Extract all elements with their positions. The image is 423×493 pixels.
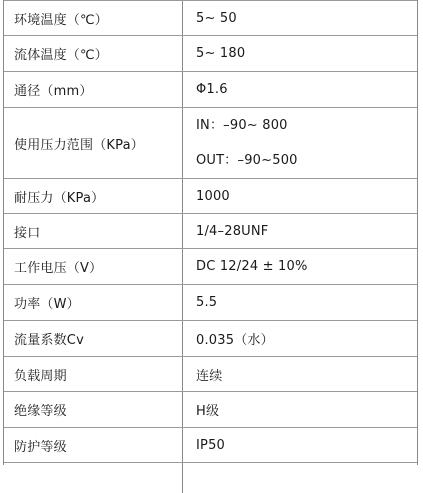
- table-row: [4, 108, 417, 179]
- row-label: 负载周期: [4, 357, 183, 391]
- table-row: [4, 72, 417, 108]
- row-value: 5~ 50: [196, 10, 237, 26]
- row-label: 环境温度（℃）: [4, 1, 183, 35]
- pressure-out-value: OUT：–90~500: [196, 153, 298, 168]
- table-row: [4, 249, 417, 285]
- table-row: [4, 0, 417, 36]
- table-row: [4, 179, 417, 214]
- row-value: [183, 463, 417, 493]
- row-value: 连续: [196, 368, 223, 384]
- table-row: [4, 357, 417, 392]
- table-row: [4, 214, 417, 249]
- row-value: 5~ 180: [196, 46, 246, 61]
- row-value: DC 12/24 ± 10%: [196, 259, 308, 274]
- table-row: [4, 321, 417, 357]
- row-value: 1000: [196, 188, 230, 204]
- row-value: 0.035（水）: [196, 333, 274, 348]
- row-value: 5.5: [196, 295, 218, 310]
- spec-table: [3, 0, 418, 465]
- row-label: 绝缘等级: [4, 392, 183, 427]
- row-label: 工作电压（V）: [4, 249, 183, 284]
- row-value: IP50: [196, 437, 226, 453]
- row-label: 接口: [4, 214, 183, 248]
- table-row: [4, 428, 417, 463]
- row-value: Φ1.6: [196, 82, 228, 97]
- table-row: [4, 463, 417, 493]
- row-label: 耐压力（KPa）: [4, 179, 183, 213]
- row-value: H级: [196, 404, 220, 419]
- row-label: 流量系数Cv: [4, 321, 183, 356]
- row-label: [4, 463, 183, 493]
- pressure-in-value: IN：–90~ 800: [196, 118, 288, 133]
- table-row: [4, 285, 417, 321]
- row-label: 功率（W）: [4, 285, 183, 320]
- table-row: [4, 392, 417, 428]
- row-label: 防护等级: [4, 428, 183, 462]
- table-row: [4, 36, 417, 72]
- row-label: 通径（mm）: [4, 72, 183, 107]
- row-label: 使用压力范围（KPa）: [4, 108, 183, 178]
- row-label: 流体温度（℃）: [4, 36, 183, 71]
- row-value: 1/4–28UNF: [196, 223, 269, 239]
- row-value: [183, 108, 417, 178]
